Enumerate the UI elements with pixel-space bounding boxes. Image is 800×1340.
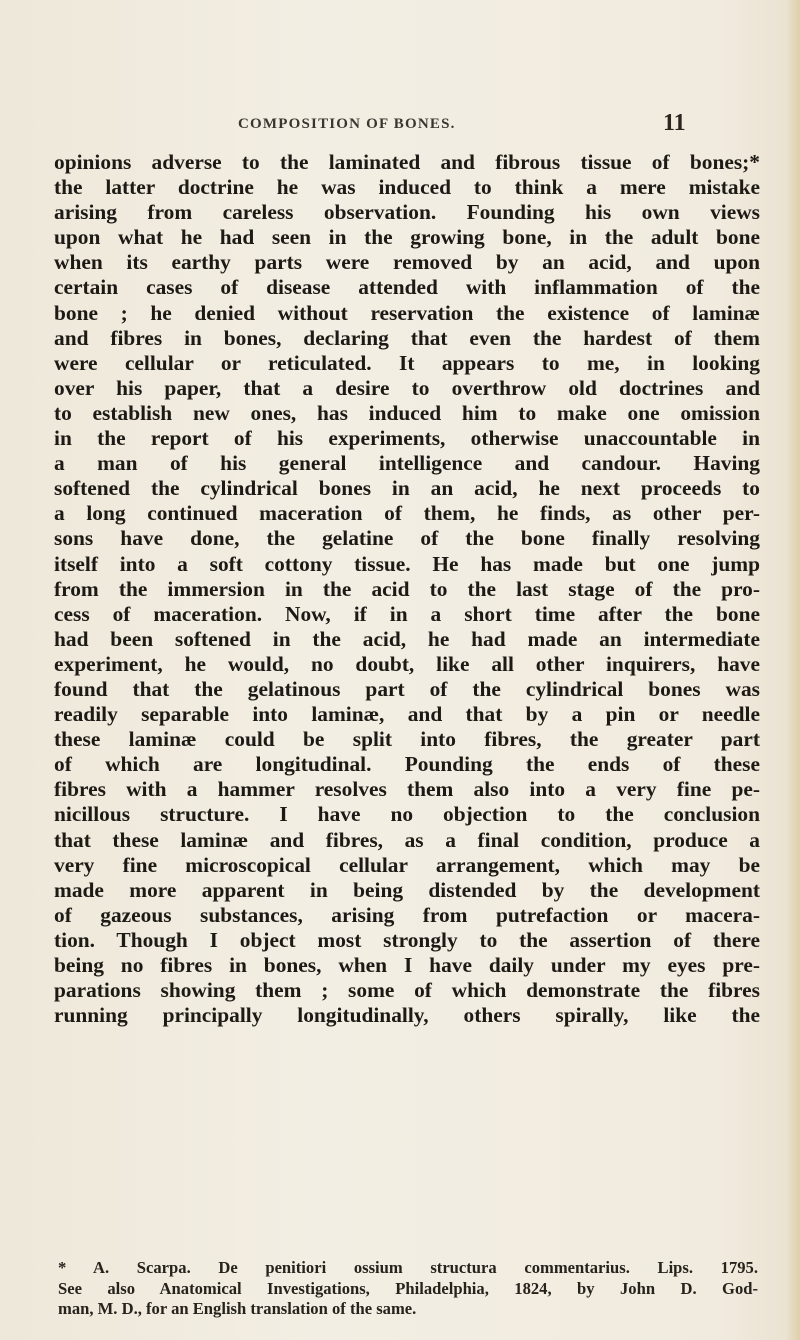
body-line: sons have done, the gelatine of the bone finally resolving — [54, 526, 760, 551]
body-line: when its earthy parts were removed by an acid, and upon — [54, 250, 760, 275]
body-line: these laminæ could be split into fibres, the greater part — [54, 727, 760, 752]
body-line: in the report of his experiments, otherwise unaccountable in — [54, 426, 760, 451]
body-line: parations showing them ; some of which demonstrate the fibres — [54, 978, 760, 1003]
page-edge-stain — [786, 0, 800, 1340]
body-line: certain cases of disease attended with inflammation of the — [54, 275, 760, 300]
body-line: running principally longitudinally, others spirally, like the — [54, 1003, 760, 1028]
body-line: to establish new ones, has induced him to make one omission — [54, 400, 760, 425]
running-head-title: COMPOSITION OF BONES. — [238, 116, 456, 132]
footnote-line: * A. Scarpa. De penitiori ossium structura commentarius. Lips. 1795. — [58, 1258, 758, 1277]
body-line: itself into a soft cottony tissue. He has made but one jump — [54, 551, 760, 576]
body-line: a man of his general intelligence and candour. Having — [54, 451, 760, 476]
running-head — [0, 112, 800, 142]
page-number: 11 — [663, 110, 686, 136]
footnote-line: man, M. D., for an English translation of the same. — [58, 1299, 417, 1318]
body-line: over his paper, that a desire to overthrow old doctrines and — [54, 375, 760, 400]
body-line: tion. Though I object most strongly to the assertion of there — [54, 927, 760, 952]
body-line: made more apparent in being distended by the development — [54, 877, 760, 902]
footnote-line: See also Anatomical Investigations, Philadelphia, 1824, by John D. God- — [58, 1278, 758, 1298]
body-line: bone ; he denied without reservation the existence of laminæ — [54, 300, 760, 325]
footnote — [58, 1258, 758, 1320]
body-line: very fine microscopical cellular arrangement, which may be — [54, 852, 760, 877]
body-line: a long continued maceration of them, he finds, as other per- — [54, 501, 760, 526]
body-line: the latter doctrine he was induced to think a mere mistake — [54, 175, 760, 200]
body-line: fibres with a hammer resolves them also into a very fine pe- — [54, 777, 760, 802]
body-line: found that the gelatinous part of the cylindrical bones was — [54, 676, 760, 701]
body-line: experiment, he would, no doubt, like all other inquirers, have — [54, 651, 760, 676]
body-text — [54, 150, 760, 1028]
body-line: upon what he had seen in the growing bone, in the adult bone — [54, 225, 760, 250]
body-line: of gazeous substances, arising from putrefaction or macera- — [54, 902, 760, 927]
body-line: and fibres in bones, declaring that even the hardest of them — [54, 325, 760, 350]
body-line: had been softened in the acid, he had made an intermediate — [54, 626, 760, 651]
body-line: opinions adverse to the laminated and fibrous tissue of bones;* — [54, 150, 760, 174]
body-line: nicillous structure. I have no objection to the conclusion — [54, 802, 760, 827]
body-line: cess of maceration. Now, if in a short time after the bone — [54, 601, 760, 626]
body-line: that these laminæ and fibres, as a final condition, produce a — [54, 827, 760, 852]
body-line: readily separable into laminæ, and that by a pin or needle — [54, 702, 760, 727]
body-line: were cellular or reticulated. It appears to me, in looking — [54, 350, 760, 375]
body-line: arising from careless observation. Founding his own views — [54, 200, 760, 225]
body-line: from the immersion in the acid to the last stage of the pro- — [54, 576, 760, 601]
body-line: of which are longitudinal. Pounding the ends of these — [54, 752, 760, 777]
body-line: softened the cylindrical bones in an acid, he next proceeds to — [54, 476, 760, 501]
body-line: being no fibres in bones, when I have daily under my eyes pre- — [54, 953, 760, 977]
